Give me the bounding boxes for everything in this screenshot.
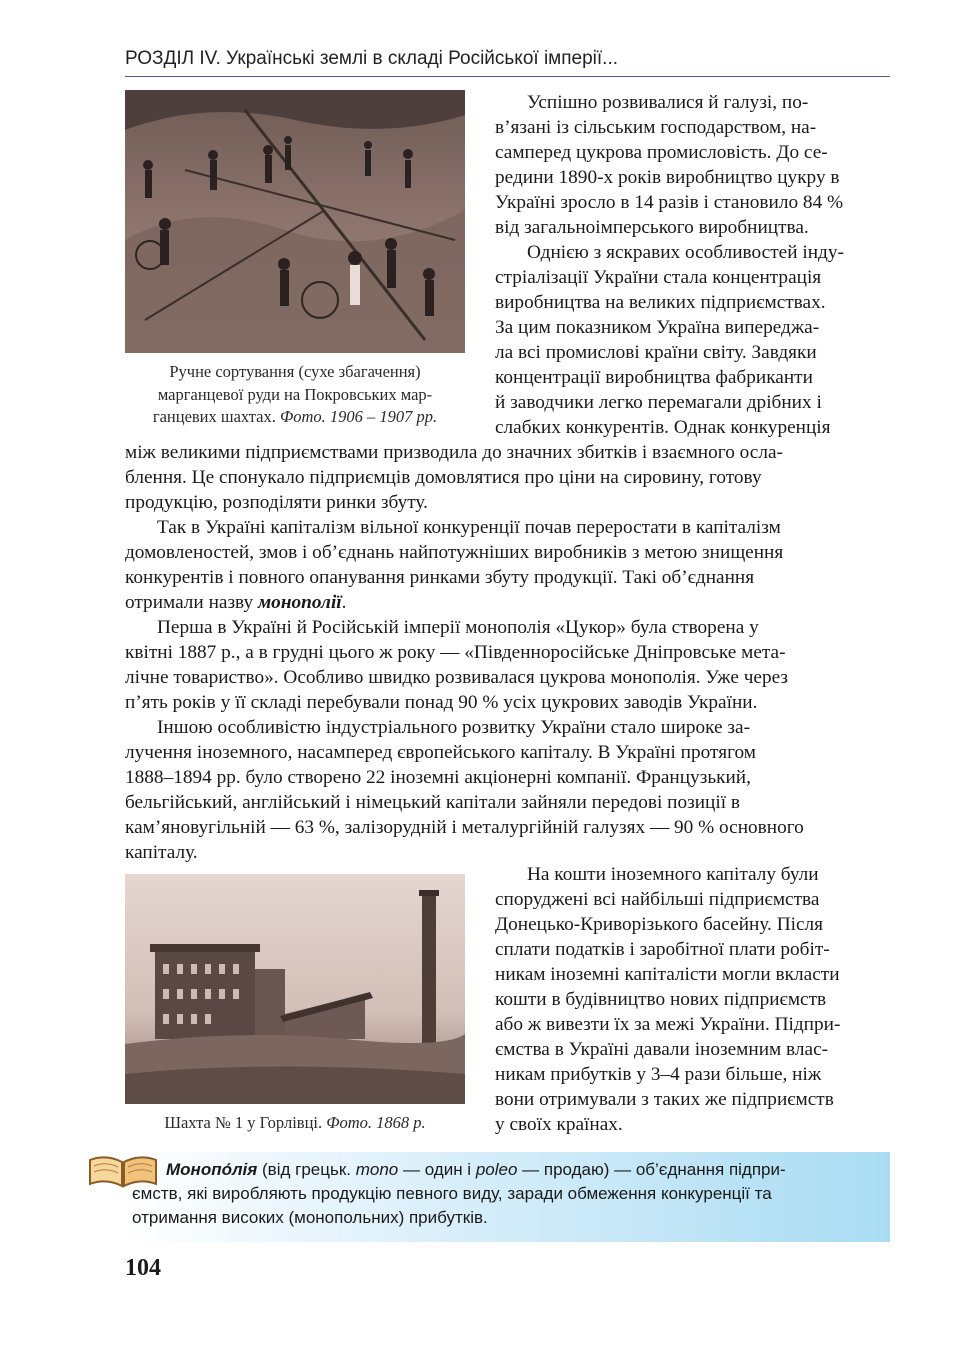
text-line: На кошти іноземного капіталу були — [527, 864, 819, 885]
ore-sorting-image — [125, 90, 465, 353]
figure-ore-sorting-photo — [125, 90, 465, 353]
text-line: никам іноземні капіталісти могли вкласти — [495, 964, 840, 985]
figure-horlivka-mine-photo — [125, 874, 465, 1104]
page-number: 104 — [125, 1255, 161, 1281]
paragraph-monopolies — [125, 440, 890, 865]
running-header — [125, 42, 890, 77]
caption-line: Ручне сортування (сухе збагачення) — [169, 362, 421, 381]
text-line: й заводчики легко перемагали дрібних і — [495, 392, 822, 413]
figure-ore-sorting-caption — [125, 361, 465, 429]
text-line: концентрації виробництва фабриканти — [495, 367, 813, 388]
text-line: у своїх країнах. — [495, 1114, 623, 1135]
caption-photo-date: Фото. 1906 – 1907 рр. — [280, 407, 438, 426]
text-line: Так в Україні капіталізм вільної конкуренції почав переростати в капіталізм — [157, 517, 781, 538]
text-line: вони отримували з таких же підприємств — [495, 1089, 834, 1110]
text-line: Україні зросло в 14 разів і становило 84 % — [495, 192, 844, 213]
term-monopoly: монополії — [257, 592, 342, 613]
text-line: домовленостей, змов і об’єднань найпотужніших виробників з метою знищення — [125, 542, 784, 563]
definition-box — [122, 1152, 890, 1242]
text-line: 1888–1894 рр. було створено 22 іноземні акціонерні компанії. Французький, — [125, 767, 751, 788]
text-line: кам’яновугільній — 63 %, залізорудній і металургійній галузях — 90 % основного — [125, 817, 804, 838]
text-line: в’язані із сільським господарством, на- — [495, 117, 817, 138]
text-line: Іншою особливістю індустріального розвитку України стало широке за- — [157, 717, 751, 738]
text-line: отримали назву монополії. — [125, 592, 347, 613]
text-line: Перша в Україні й Російській імперії монополія «Цукор» була створена у — [157, 617, 759, 638]
text-line: самперед цукрова промисловість. До се- — [495, 142, 828, 163]
caption-line: ганцевих шахтах. Фото. 1906 – 1907 рр. — [152, 407, 438, 426]
text-line: лучення іноземного, насамперед європейського капіталу. В Україні протягом — [125, 742, 756, 763]
text-line: сплати податків і заробітної плати робіт- — [495, 939, 830, 960]
text-line: ємства в Україні давали іноземним влас- — [495, 1039, 829, 1060]
definition-line: ємств, які виробляють продукцію певного виду, заради обмеження конкуренції та — [132, 1184, 772, 1203]
text-line: продукцію, розподіляти ринки збуту. — [125, 492, 428, 513]
text-line: никам прибутків у 3–4 рази більше, ніж — [495, 1064, 822, 1085]
definition-text — [132, 1158, 880, 1230]
text-line: За цим показником Україна випереджа- — [495, 317, 820, 338]
text-line: блення. Це спонукало підприємців домовлятися про ціни на сировину, готову — [125, 467, 762, 488]
text-line: конкурентів і повного опанування ринками збуту продукції. Такі об’єднання — [125, 567, 755, 588]
caption-photo-date: Фото. 1868 р. — [326, 1113, 426, 1132]
text-line: Однією з яскравих особливостей інду- — [527, 242, 844, 263]
text-line: Донецько-Криворізького басейну. Після — [495, 914, 824, 935]
text-line: виробництва на великих підприємствах. — [495, 292, 826, 313]
text-line: стріалізації України стала концентрація — [495, 267, 822, 288]
text-line: квітні 1887 р., а в грудні цього ж року — «Південноросійське Дніпровське мета- — [125, 642, 786, 663]
text-line: бельгійський, англійський і німецький капітали зайняли передові позиції в — [125, 792, 740, 813]
definition-term: Монопо́лія — [166, 1160, 258, 1179]
text-line: редини 1890-х років виробництво цукру в — [495, 167, 840, 188]
text-line: слабких конкурентів. Однак конкуренція — [495, 417, 831, 438]
definition-line: отримання високих (монопольних) прибутків. — [132, 1208, 488, 1227]
text-line: кошти в будівництво нових підприємств — [495, 989, 827, 1010]
text-line: від загальноімперського виробництва. — [495, 217, 809, 238]
text-line: Успішно розвивалися й галузі, по- — [527, 92, 809, 113]
definition-line: Монопо́лія (від грецьк. mono — один і poleo — продаю) — об’єднання підпри- — [166, 1160, 786, 1179]
figure-horlivka-caption: Шахта № 1 у Горлівці. Фото. 1868 р. — [164, 1113, 426, 1132]
paragraph-foreign-capital — [495, 862, 890, 1137]
open-book-icon — [86, 1150, 160, 1190]
header-title: РОЗДІЛ IV. Українські землі в складі Російської імперії... — [125, 48, 618, 69]
text-line: або ж вивезти їх за межі України. Підпри- — [495, 1014, 841, 1035]
paragraph-sugar-industry — [495, 90, 890, 440]
text-line: п’ять років у її складі перебували понад 90 % усіх цукрових заводів України. — [125, 692, 758, 713]
horlivka-mine-image — [125, 874, 465, 1104]
text-line: між великими підприємствами призводила до значних збитків і взаємного осла- — [125, 442, 783, 463]
text-line: споруджені всі найбільші підприємства — [495, 889, 820, 910]
text-line: капіталу. — [125, 842, 198, 863]
text-line: ла всі промислові країни світу. Завдяки — [495, 342, 817, 363]
text-line: лічне товариство». Особливо швидко розвивалася цукрова монополія. Уже через — [125, 667, 789, 688]
caption-line: марганцевої руди на Покровських мар- — [157, 384, 433, 404]
